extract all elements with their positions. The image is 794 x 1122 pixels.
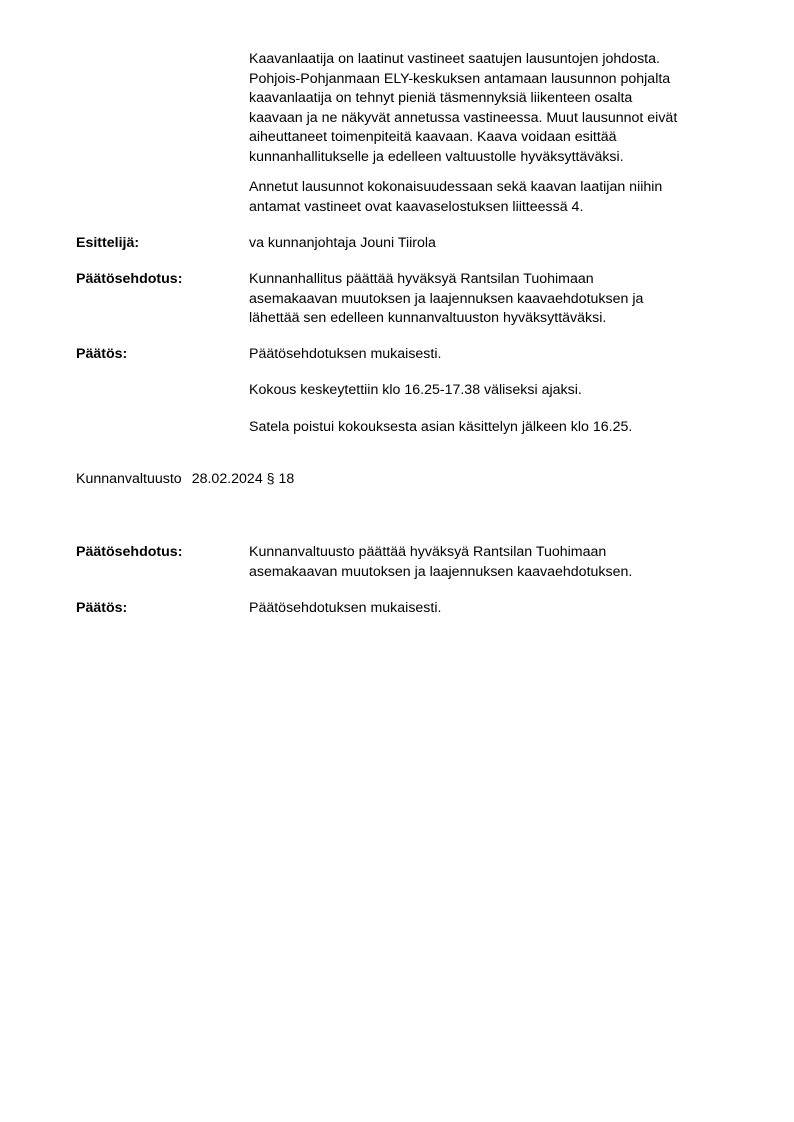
board-decision-line: Päätösehdotuksen mukaisesti. [249, 346, 442, 362]
intro-p1-line: kunnanhallitukselle ja edelleen valtuustolle hyväksyttäväksi. [249, 148, 624, 165]
board-decision-label: Päätös: [76, 346, 128, 362]
meeting-break-note [249, 381, 749, 401]
council-body-name: Kunnanvaltuusto [76, 471, 182, 487]
board-proposal-line: asemakaavan muutoksen ja laajennuksen kaavaehdotuksen ja [249, 290, 644, 307]
intro-paragraph-1 [249, 50, 749, 167]
council-proposal-line: Kunnanvaltuusto päättää hyväksyä Rantsilan Tuohimaan [249, 544, 607, 560]
council-decision-label: Päätös: [76, 600, 128, 616]
intro-p1-line: aiheuttaneet toimenpiteitä kaavaan. Kaava voidaan esittää [249, 129, 617, 145]
member-left-line: Satela poistui kokouksesta asian käsittelyn jälkeen klo 16.25. [249, 419, 633, 435]
board-proposal-text [249, 270, 749, 329]
member-left-note [249, 418, 749, 438]
board-proposal-label: Päätösehdotus: [76, 271, 183, 287]
board-proposal-line: Kunnanhallitus päättää hyväksyä Rantsilan Tuohimaan [249, 271, 594, 287]
council-proposal-label: Päätösehdotus: [76, 544, 183, 560]
council-proposal-line: asemakaavan muutoksen ja laajennuksen kaavaehdotuksen. [249, 563, 633, 580]
intro-p1-line: Pohjois-Pohjanmaan ELY-keskuksen antamaan lausunnon pohjalta [249, 70, 671, 87]
meeting-break-line: Kokous keskeytettiin klo 16.25-17.38 väliseksi ajaksi. [249, 382, 582, 398]
intro-paragraph-2 [249, 178, 749, 217]
intro-p2-line: antamat vastineet ovat kaavaselostuksen liitteessä 4. [249, 198, 584, 215]
council-meeting-ref: 28.02.2024 § 18 [191, 471, 295, 487]
presenter-value [249, 234, 749, 254]
intro-p1-line: kaavaan ja ne näkyvät annetussa vastineessa. Muut lausunnot eivät [249, 109, 678, 126]
council-section-header [76, 470, 294, 490]
intro-p2-line: Annetut lausunnot kokonaisuudessaan sekä kaavan laatijan niihin [249, 179, 663, 195]
intro-p1-line: kaavanlaatija on tehnyt pieniä täsmennyksiä liikenteen osalta [249, 90, 633, 106]
council-decision-text [249, 599, 749, 619]
council-proposal-text [249, 543, 749, 582]
board-proposal-line: lähettää sen edelleen kunnanvaltuuston hyväksyttäväksi. [249, 310, 607, 326]
presenter-label: Esittelijä: [76, 235, 140, 251]
council-decision-line: Päätösehdotuksen mukaisesti. [249, 600, 442, 616]
intro-p1-line: Kaavanlaatija on laatinut vastineet saatujen lausuntojen johdosta. [249, 51, 660, 67]
presenter-name: va kunnanjohtaja Jouni Tiirola [249, 235, 436, 251]
board-decision-text [249, 345, 749, 365]
